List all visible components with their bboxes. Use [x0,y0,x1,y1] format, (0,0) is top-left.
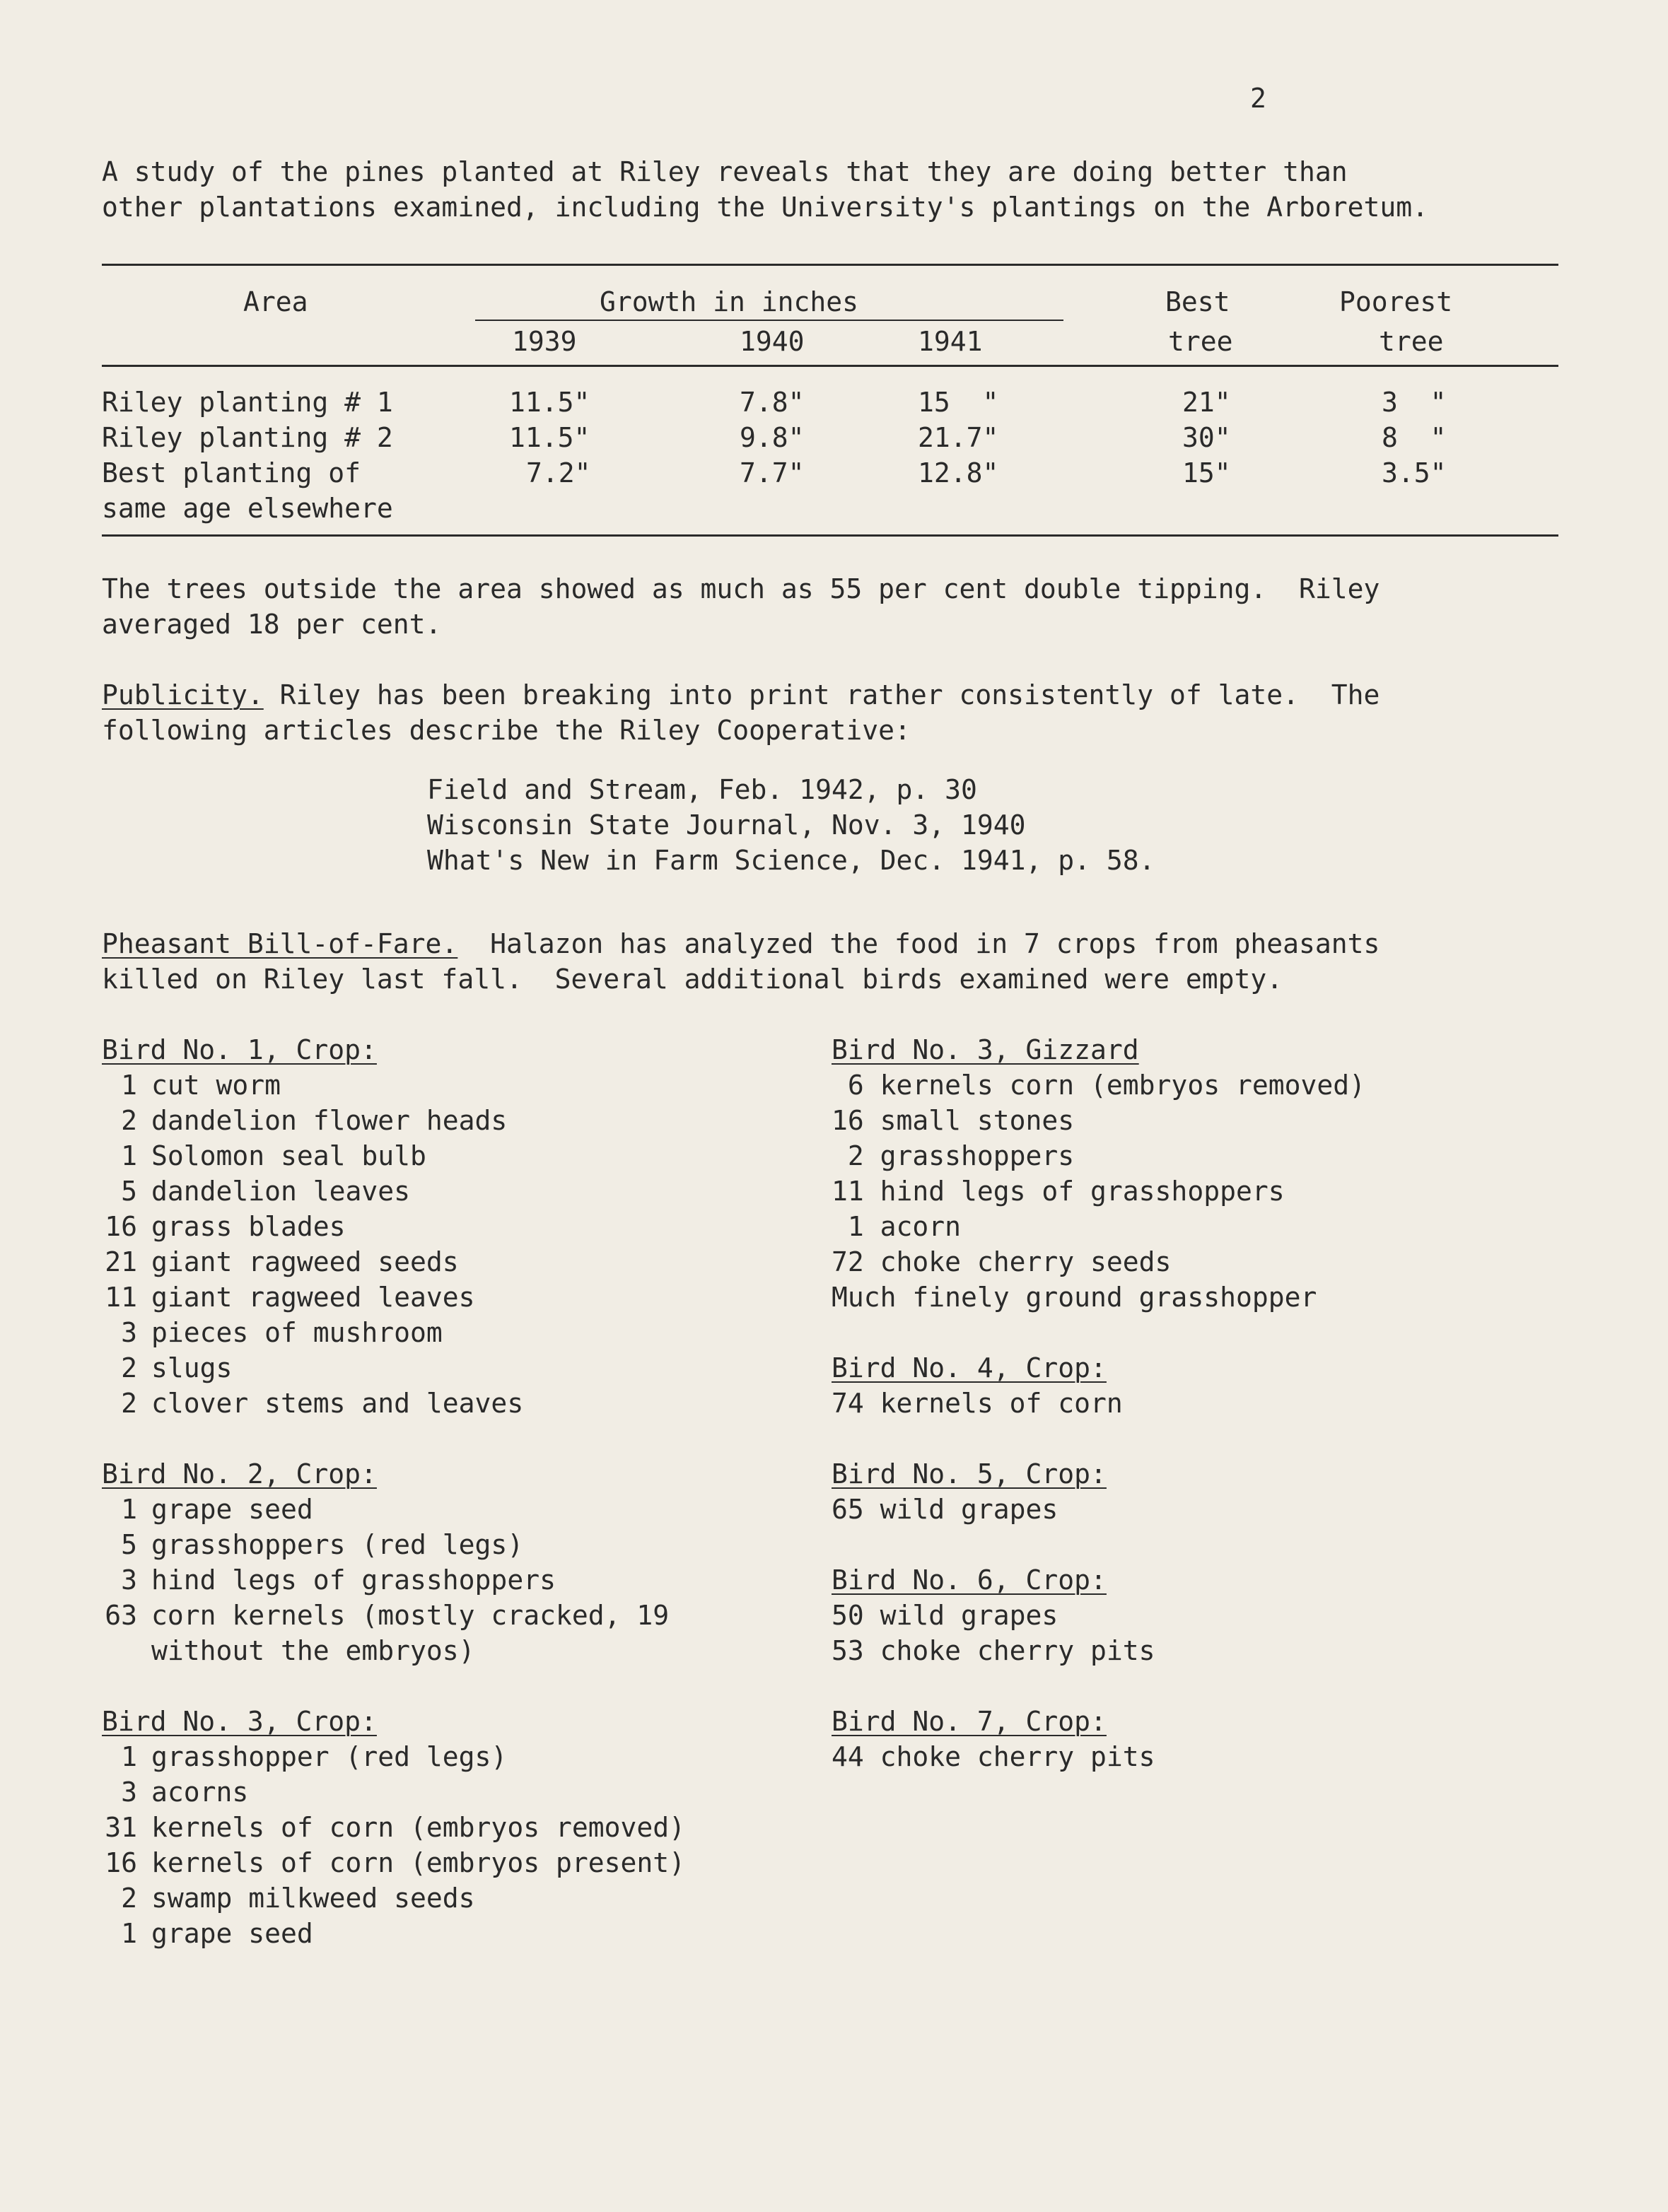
header-best-2: tree [1168,326,1233,357]
row-1941: 15 " [918,387,999,418]
row-best: 30" [1182,422,1231,453]
list-item: 63 corn kernels (mostly cracked, 19 [105,1600,670,1631]
header-best-1: Best [1165,286,1230,317]
bird-list-left-2 [102,1456,809,1668]
bird-title: Bird No. 1, Crop: [102,1034,377,1065]
row-1941: 21.7" [918,422,999,453]
pheasant-text: Halazon has analyzed the food in 7 crops from pheasants [457,928,1380,959]
article-item: Field and Stream, Feb. 1942, p. 30 [427,774,977,805]
publicity-line-1 [102,677,1380,713]
bird-list-left-1 [102,1032,809,1421]
row-1939: 11.5" [509,422,590,453]
row-area-continued: same age elsewhere [102,493,393,524]
list-item: 2 clover stems and leaves [121,1388,524,1419]
list-item: 1 grape seed [121,1494,313,1525]
row-poorest: 3 " [1382,387,1447,418]
header-poorest-1: Poorest [1339,286,1453,317]
list-item: 2 swamp milkweed seeds [121,1883,475,1914]
bird-list-right-3 [832,1456,1539,1527]
header-year-1940: 1940 [740,326,805,357]
intro-line-1: A study of the pines planted at Riley reveals that they are doing better than [102,156,1348,187]
bird-title: Bird No. 2, Crop: [102,1458,377,1490]
header-year-1939: 1939 [512,326,577,357]
row-1940: 7.7" [740,457,805,488]
list-item: 1 acorn [832,1211,962,1242]
list-item: 50 wild grapes [832,1600,1058,1631]
list-item: 16 kernels of corn (embryos present) [105,1847,685,1878]
list-item: without the embryos) [151,1635,475,1666]
row-best: 21" [1182,387,1231,418]
list-item: 11 giant ragweed leaves [105,1282,475,1313]
bird-list-right-1 [832,1032,1539,1315]
list-item: 16 grass blades [105,1211,346,1242]
list-item: 2 dandelion flower heads [121,1105,508,1136]
list-item: 65 wild grapes [832,1494,1058,1525]
list-item: 1 grape seed [121,1918,313,1949]
article-item: Wisconsin State Journal, Nov. 3, 1940 [427,809,1026,841]
list-item: 44 choke cherry pits [832,1741,1155,1772]
header-area: Area [243,286,308,317]
list-item: 2 grasshoppers [832,1140,1075,1171]
header-year-1941: 1941 [918,326,983,357]
bird-list-left-3 [102,1704,809,1951]
header-growth: Growth in inches [600,286,859,317]
bird-title: Bird No. 3, Gizzard [832,1034,1139,1065]
bird-title: Bird No. 6, Crop: [832,1564,1107,1596]
list-item: 5 grasshoppers (red legs) [121,1529,524,1560]
list-item: 72 choke cherry seeds [832,1246,1172,1277]
bird-list-right-4 [832,1562,1539,1668]
list-item: 11 hind legs of grasshoppers [832,1176,1285,1207]
list-item: 3 hind legs of grasshoppers [121,1564,556,1596]
page-number: 2 [1250,83,1266,114]
list-item: 53 choke cherry pits [832,1635,1155,1666]
publicity-heading: Publicity. [102,679,264,710]
intro-line-2: other plantations examined, including the University's plantings on the Arboretum. [102,192,1428,223]
list-item: 74 kernels of corn [832,1388,1123,1419]
bird-list-right-5 [832,1704,1539,1774]
row-best: 15" [1182,457,1231,488]
row-area: Riley planting # 2 [102,422,393,453]
publicity-line-2: following articles describe the Riley Cooperative: [102,715,911,746]
table-bottom-rule [102,534,1558,537]
list-item: 6 kernels corn (embryos removed) [832,1070,1365,1101]
tipping-line-2: averaged 18 per cent. [102,609,442,640]
header-poorest-2: tree [1379,326,1444,357]
row-poorest: 8 " [1382,422,1447,453]
list-item: 3 acorns [121,1777,249,1808]
pheasant-line-1 [102,926,1380,961]
pheasant-line-2: killed on Riley last fall. Several additional birds examined were empty. [102,964,1283,995]
row-poorest: 3.5" [1382,457,1447,488]
row-1939: 11.5" [509,387,590,418]
growth-underline [475,320,1063,321]
row-area: Riley planting # 1 [102,387,393,418]
list-item: 31 kernels of corn (embryos removed) [105,1812,685,1843]
row-area: Best planting of [102,457,361,488]
bird-title: Bird No. 7, Crop: [832,1706,1107,1737]
row-1939: 7.2" [526,457,591,488]
table-header-rule [102,365,1558,367]
bird-title: Bird No. 4, Crop: [832,1352,1107,1383]
list-item: 21 giant ragweed seeds [105,1246,459,1277]
list-item: 16 small stones [832,1105,1075,1136]
article-item: What's New in Farm Science, Dec. 1941, p. 58. [427,845,1155,876]
publicity-text: Riley has been breaking into print rather consistently of late. The [263,679,1380,710]
list-item: Much finely ground grasshopper [832,1282,1317,1313]
bird-title: Bird No. 3, Crop: [102,1706,377,1737]
list-item: 1 grasshopper (red legs) [121,1741,508,1772]
list-item: 1 cut worm [121,1070,281,1101]
bird-title: Bird No. 5, Crop: [832,1458,1107,1490]
tipping-line-1: The trees outside the area showed as much as 55 per cent double tipping. Riley [102,573,1380,604]
list-item: 1 Solomon seal bulb [121,1140,426,1171]
list-item: 5 dandelion leaves [121,1176,411,1207]
list-item: 2 slugs [121,1352,233,1383]
table-top-rule [102,264,1558,266]
row-1941: 12.8" [918,457,999,488]
row-1940: 7.8" [740,387,805,418]
row-1940: 9.8" [740,422,805,453]
pheasant-heading: Pheasant Bill-of-Fare. [102,928,458,959]
list-item: 3 pieces of mushroom [121,1317,443,1348]
bird-list-right-2 [832,1350,1539,1421]
